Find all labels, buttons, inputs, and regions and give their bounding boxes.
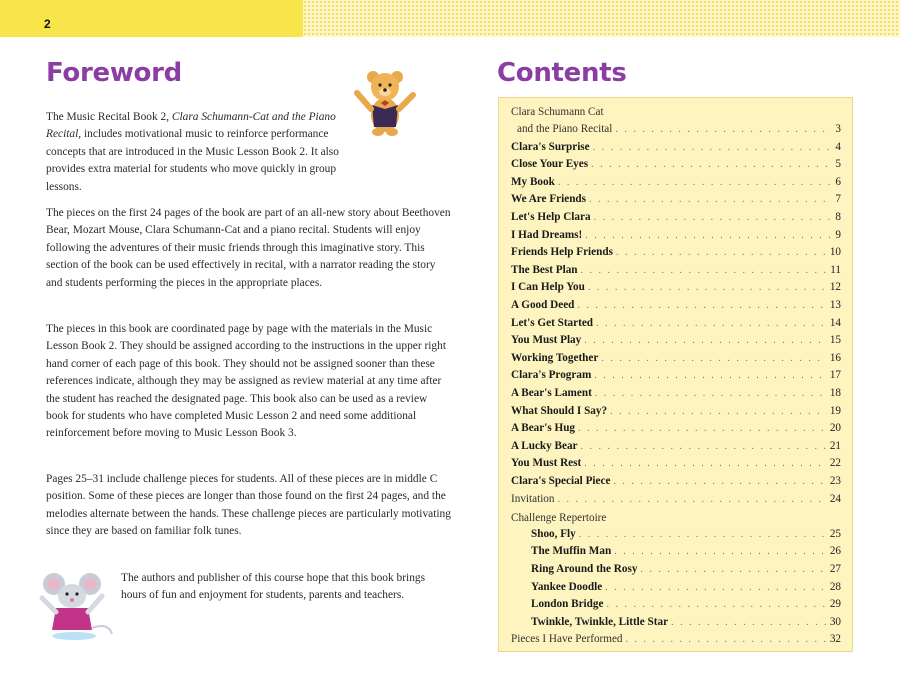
toc-entry-page: 15	[829, 334, 841, 347]
toc-entry	[511, 493, 841, 510]
toc-entry-title: I Had Dreams!	[511, 228, 583, 241]
toc-entry	[511, 475, 841, 492]
toc-leader-dots	[601, 353, 826, 364]
toc-section-label: Challenge Repertoire	[511, 512, 607, 525]
toc-leader-dots	[558, 177, 833, 188]
toc-entry-page: 30	[829, 615, 841, 628]
toc-entry	[511, 440, 841, 457]
toc-entry-page: 29	[829, 598, 841, 611]
toc-leader-dots	[613, 476, 826, 487]
toc-entry-title: Clara's Special Piece	[511, 475, 611, 487]
toc-entry-page: 27	[829, 563, 841, 575]
toc-leader-dots	[579, 529, 827, 540]
toc-leader-dots	[610, 406, 827, 417]
toc-entry	[511, 352, 841, 369]
toc-entry	[511, 633, 841, 650]
toc-entry	[531, 598, 841, 615]
toc-leader-dots	[595, 388, 827, 399]
toc-leader-dots	[577, 300, 826, 311]
toc-entry	[511, 405, 841, 422]
toc-entry-title: Invitation	[511, 492, 555, 505]
toc-entry	[511, 317, 841, 334]
page-number: 2	[44, 17, 51, 31]
toc-first-line: Clara Schumann Cat	[511, 106, 604, 118]
foreword-closing	[121, 570, 431, 605]
toc-entry-title: and the Piano Recital	[517, 123, 613, 135]
toc-leader-dots	[585, 230, 832, 241]
book-title-italic: Clara Schumann-Cat and the Piano Recital	[46, 111, 336, 141]
toc-leader-dots	[581, 265, 828, 276]
toc-leader-dots	[616, 247, 827, 258]
toc-entry-page: 14	[829, 316, 841, 329]
toc-entry	[531, 616, 841, 633]
contents-box	[498, 97, 853, 652]
toc-entry	[511, 369, 841, 386]
contents-title: Contents	[497, 58, 627, 88]
toc-entry-title: Working Together	[511, 351, 599, 364]
toc-entry-page: 10	[829, 246, 841, 259]
toc-entry	[511, 229, 841, 246]
toc-entry-page: 22	[829, 457, 841, 470]
toc-entry-page: 16	[829, 351, 841, 364]
toc-entry-title: The Best Plan	[511, 263, 578, 276]
toc-leader-dots	[615, 124, 832, 135]
paragraph-text: The pieces on the first 24 pages of the book are part of an all-new story about Beethoven Bear, Mozart Mouse, Clara Schumann-Cat and a piano recital. Students will enjoy following the adventures of their music friends through this imaginative story. This section of the book can be used effectively in recital, with a narrator reading the story and students performing the pieces in the appropriate places.	[46, 207, 451, 289]
toc-entry-page: 12	[829, 281, 841, 294]
toc-leader-dots	[589, 194, 832, 205]
foreword-paragraph-1	[46, 109, 344, 196]
toc-entry-page: 4	[835, 140, 841, 153]
toc-leader-dots	[614, 546, 827, 557]
toc-leader-dots	[671, 617, 827, 628]
toc-leader-dots	[584, 335, 827, 346]
toc-entry-page: 19	[829, 404, 841, 417]
mouse-illustration	[38, 572, 118, 642]
toc-leader-dots	[591, 159, 832, 170]
toc-entry	[531, 563, 841, 580]
toc-entry	[511, 158, 841, 175]
toc-leader-dots	[606, 599, 826, 610]
toc-entry	[511, 176, 841, 193]
toc-entry-page: 26	[829, 545, 841, 558]
toc-entry-title: What Should I Say?	[511, 404, 608, 417]
toc-entry	[511, 422, 841, 439]
toc-leader-dots	[596, 318, 827, 329]
bear-illustration	[352, 65, 418, 137]
toc-entry-page: 13	[829, 299, 841, 311]
toc-entry-page: 24	[829, 492, 841, 505]
toc-entry-page: 20	[829, 422, 841, 435]
paragraph-text: The pieces in this book are coordinated page by page with the materials in the Music Lesson Book 2. They should be assigned according to the instructions in the upper right hand corner of each page of this book. They should not be assigned sooner than these references indicate, although they may be assigned as review material at any time after the student has reached the designated page. This book also can be used as a review book for students who have completed Music Lesson 2 and need some additional reinforcement before moving to Music Lesson Book 3.	[46, 323, 446, 440]
toc-entry	[511, 457, 841, 474]
toc-entry	[531, 528, 841, 545]
toc-entry	[531, 581, 841, 598]
toc-entry-title: A Lucky Bear	[511, 439, 578, 452]
paragraph-text: , includes motivational music to reinforce performance concepts that are introduced in the Music Lesson Book 2. It also provides extra material for students who move quickly in group lessons.	[46, 128, 339, 193]
foreword-title: Foreword	[46, 58, 182, 88]
toc-entry-page: 9	[835, 228, 841, 241]
toc-entry-page: 8	[835, 211, 841, 223]
toc-entry	[511, 246, 841, 263]
toc-entry-title: My Book	[511, 175, 555, 188]
toc-entry-title: Let's Help Clara	[511, 211, 591, 223]
toc-leader-dots	[578, 423, 827, 434]
toc-leader-dots	[594, 212, 833, 223]
toc-entry-title: Clara's Program	[511, 369, 592, 382]
foreword-paragraph-3	[46, 321, 451, 443]
toc-entry-page: 25	[829, 527, 841, 540]
toc-entry-title: The Muffin Man	[531, 545, 612, 558]
toc-leader-dots	[581, 441, 827, 452]
toc-entry-title: I Can Help You	[511, 281, 585, 294]
toc-entry-page: 18	[829, 387, 841, 399]
toc-leader-dots	[605, 582, 827, 593]
paragraph-text: The authors and publisher of this course hope that this book brings hours of fun and enjoyment for students, parents and teachers.	[121, 572, 426, 602]
toc-leader-dots	[594, 370, 827, 381]
toc-entry-page: 23	[829, 475, 841, 487]
toc-entry-page: 21	[829, 439, 841, 452]
toc-entry	[511, 299, 841, 316]
toc-entry-title: Yankee Doodle	[531, 580, 603, 593]
toc-entry-title: A Good Deed	[511, 299, 575, 311]
toc-entry	[511, 264, 841, 281]
paragraph-text: Pages 25–31 include challenge pieces for students. All of these pieces are in middle C position. Some of these pieces are longer than those found on the first 24 pages, and the melodies alternate between the hands. These challenge pieces are particularly motivating since they are based on familiar folk tunes.	[46, 473, 451, 538]
foreword-paragraph-4	[46, 471, 451, 541]
foreword-paragraph-2	[46, 205, 451, 292]
toc-leader-dots	[584, 458, 827, 469]
toc-entry-title: You Must Play	[511, 334, 582, 347]
header-band-right	[303, 0, 900, 37]
toc-entry	[511, 141, 841, 158]
toc-entry-page: 11	[830, 263, 841, 276]
toc-entry-title: Friends Help Friends	[511, 246, 613, 259]
toc-entry-page: 5	[835, 158, 841, 171]
toc-leader-dots	[626, 634, 827, 645]
toc-entry	[511, 387, 841, 404]
toc-entry	[517, 123, 841, 140]
toc-entry-title: London Bridge	[531, 598, 604, 611]
toc-entry-title: Twinkle, Twinkle, Little Star	[531, 615, 669, 628]
toc-entry-title: Ring Around the Rosy	[531, 563, 638, 575]
toc-entry-title: You Must Rest	[511, 457, 582, 470]
toc-entry-title: We Are Friends	[511, 193, 586, 206]
toc-entry-title: Close Your Eyes	[511, 158, 589, 171]
toc-entry-title: A Bear's Lament	[511, 387, 592, 399]
toc-leader-dots	[640, 564, 826, 575]
toc-entry-title: Pieces I Have Performed	[511, 633, 623, 646]
toc-entry-title: Shoo, Fly	[531, 527, 576, 540]
toc-entry	[511, 211, 841, 228]
toc-entry-page: 17	[829, 369, 841, 382]
toc-leader-dots	[558, 494, 827, 505]
toc-entry	[531, 545, 841, 562]
toc-entry-page: 6	[835, 175, 841, 188]
toc-entry-page: 32	[829, 633, 841, 646]
toc-leader-dots	[593, 142, 833, 153]
toc-entry	[511, 193, 841, 210]
toc-entry-title: A Bear's Hug	[511, 422, 576, 435]
paragraph-text: The Music Recital Book 2,	[46, 111, 172, 123]
toc-entry	[511, 334, 841, 351]
toc-entry	[511, 281, 841, 298]
toc-entry-page: 3	[835, 123, 841, 135]
toc-entry-title: Clara's Surprise	[511, 140, 590, 153]
toc-entry-page: 7	[835, 193, 841, 206]
toc-leader-dots	[588, 282, 827, 293]
toc-entry-title: Let's Get Started	[511, 316, 594, 329]
toc-entry-page: 28	[829, 580, 841, 593]
